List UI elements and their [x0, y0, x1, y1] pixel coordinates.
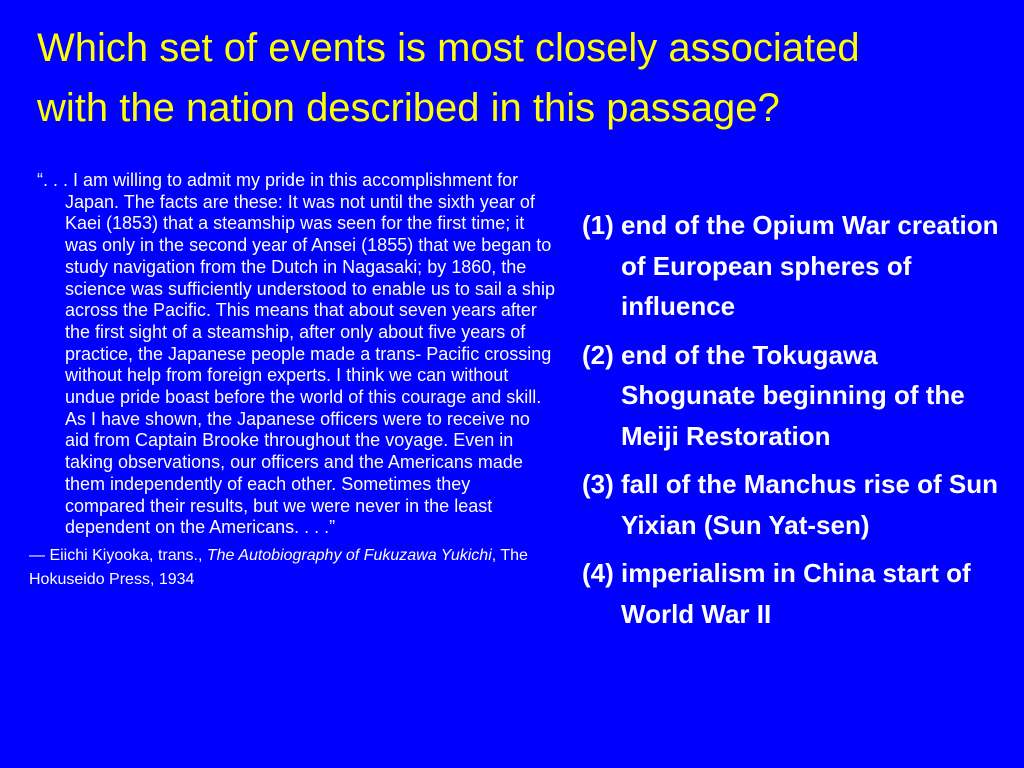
- answer-choice-2: (2) end of the Tokugawa Shogunate beginning of the Meiji Restoration: [582, 339, 965, 451]
- citation-author: — Eiichi Kiyooka, trans.,: [29, 546, 207, 564]
- passage-citation: [29, 544, 555, 592]
- citation-publisher: , The Hokuseido Press, 1934: [29, 546, 528, 588]
- citation-book-title: The Autobiography of Fukuzawa Yukichi: [206, 546, 492, 564]
- passage-block: [29, 170, 555, 592]
- question-title-line-1: Which set of events is most closely associated: [37, 26, 860, 70]
- passage-quote: “. . . I am willing to admit my pride in this accomplishment for Japan. The facts are these: It was not until the sixth year of Kaei (1853) that a steamship was seen for the first time; it was only in the second year of Ansei (1855) that we began to study navigation from the Dutch in Nagasaki; by 1860, the science was sufficiently understood to enable us to sail a ship across the Pacific. This means that about seven years after the first sight of a steamship, after only about five years of practice, the Japanese people made a trans- Pacific crossing without help from foreign experts. I think we can without undue pride boast before the world of this courage and skill. As I have shown, the Japanese officers were to receive no aid from Captain Brooke throughout the voyage. Even in taking observations, our officers and the Americans made them independently of each other. Sometimes they compared their results, but we were never in the least dependent on the Americans. . . .”: [37, 170, 555, 538]
- answer-choice-3: (3) fall of the Manchus rise of Sun Yixian (Sun Yat-sen): [582, 469, 999, 540]
- answer-choices: [582, 205, 1002, 642]
- question-title-line-2: with the nation described in this passage?: [37, 86, 780, 130]
- answer-choice-4: (4) imperialism in China start of World War II: [582, 558, 971, 629]
- answer-choice-1: (1) end of the Opium War creation of European spheres of influence: [582, 210, 999, 321]
- question-title: [37, 18, 1007, 138]
